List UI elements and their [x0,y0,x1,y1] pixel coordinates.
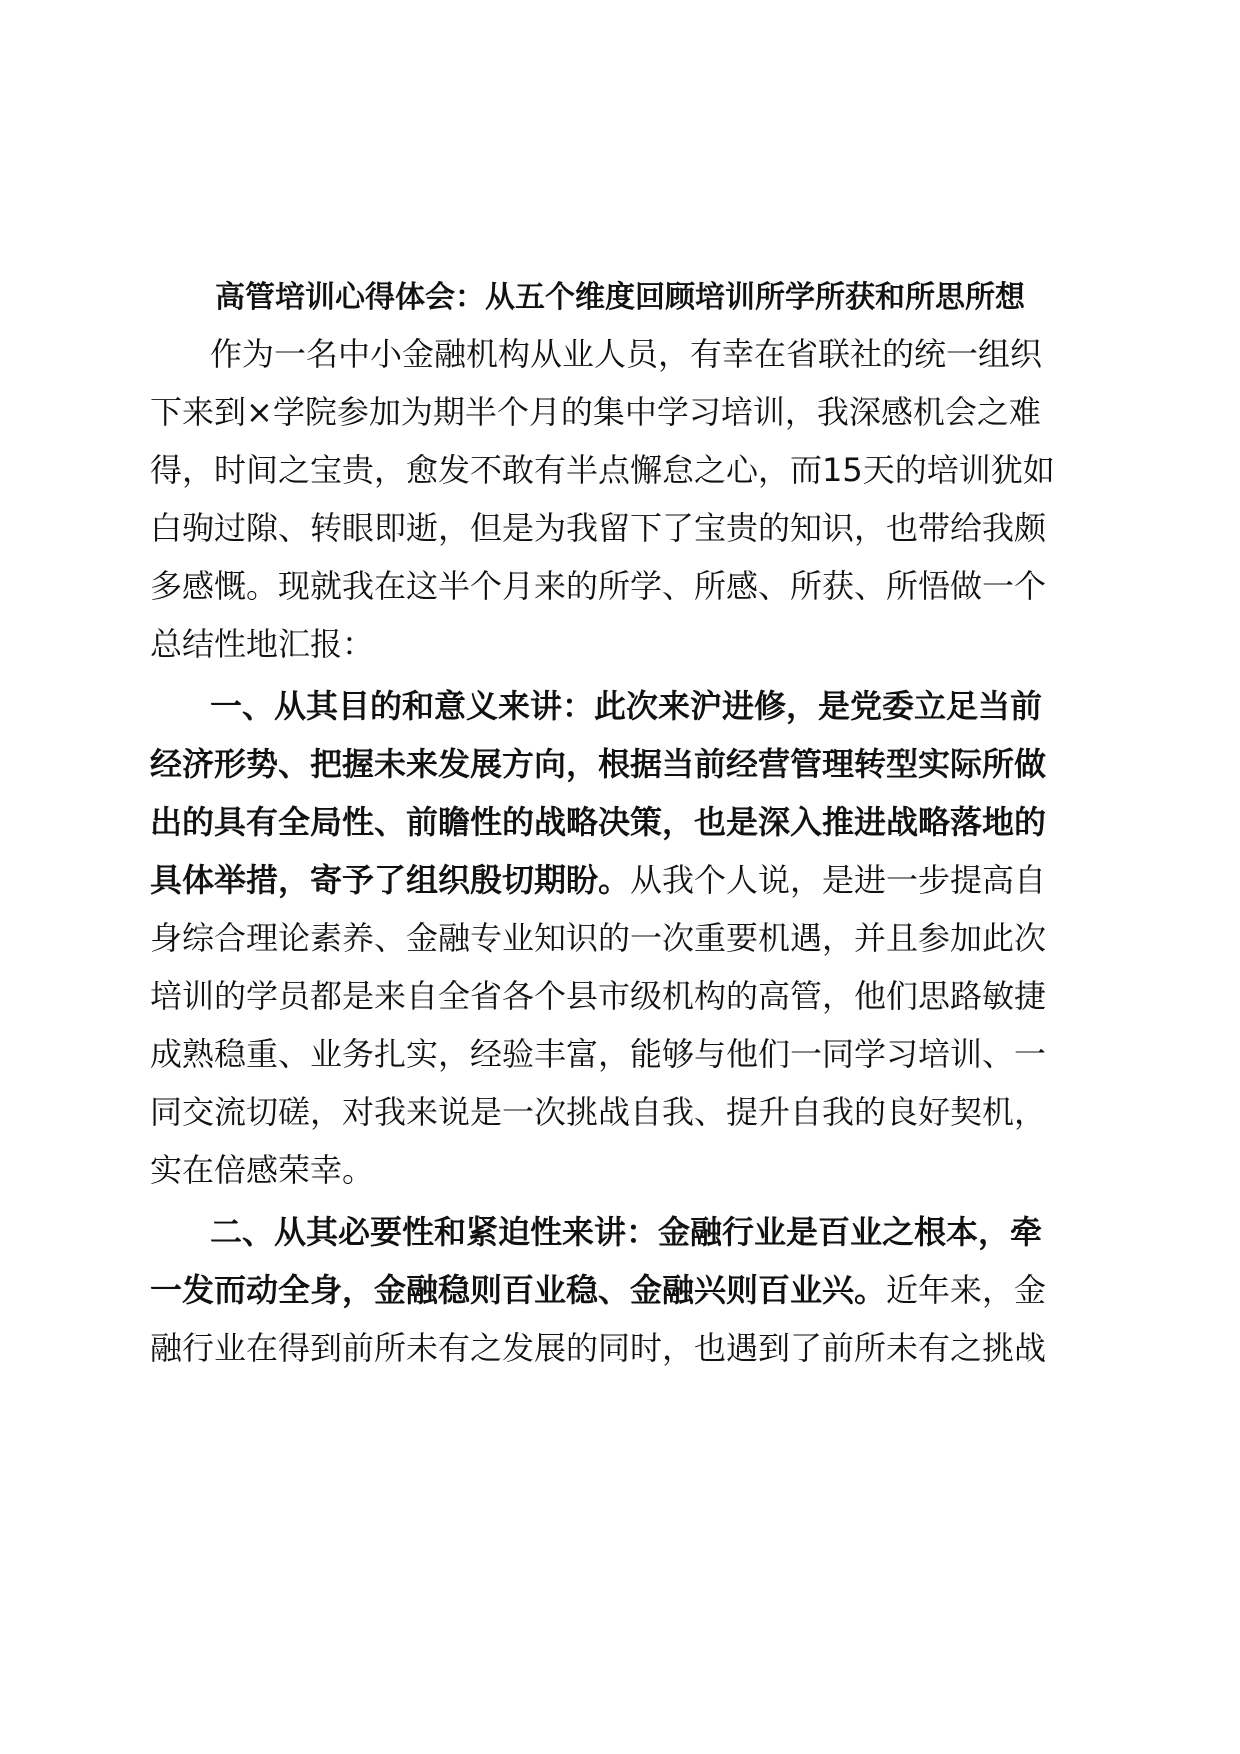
line-text: 下来到×学院参加为期半个月的集中学习培训，我深感机会之难 [150,393,1041,431]
line-text: 从我个人说，是进一步提高自 [630,861,1047,899]
line-text: 身综合理论素养、金融专业知识的一次重要机遇，并且参加此次 [150,919,1047,957]
body-line [150,906,1046,970]
body-line [150,848,1046,912]
line-text: 得，时间之宝贵，愈发不敢有半点懈怠之心，而15天的培训犹如 [150,451,1055,489]
line-text: 总结性地汇报： [150,625,375,663]
body-line [150,732,1046,796]
body-line [150,1138,374,1202]
bold-text: 出的具有全局性、前瞻性的战略决策，也是深入推进战略落地的 [150,803,1047,841]
body-line [150,1022,1046,1086]
bold-text: 一发而动全身，金融稳则百业稳、金融兴则百业兴。 [150,1271,887,1309]
body-line [210,1200,1042,1264]
body-line [210,674,1042,738]
body-line [150,790,1046,854]
body-line [150,554,1046,618]
line-text: 实在倍感荣幸。 [150,1151,375,1189]
body-line [150,380,1041,444]
bold-text: 二、从其必要性和紧迫性来讲：金融行业是百业之根本，牵 [210,1213,1043,1251]
body-line [150,496,1046,560]
line-text: 融行业在得到前所未有之发展的同时，也遇到了前所未有之挑战 [150,1329,1047,1367]
body-line [150,438,1055,502]
document-title: 高管培训心得体会：从五个维度回顾培训所学所获和所思所想 [215,280,1025,315]
line-text: 作为一名中小金融机构从业人员，有幸在省联社的统一组织 [210,335,1043,373]
body-line [210,322,1042,386]
body-line [150,1316,1046,1380]
body-line [150,964,1046,1028]
bold-text: 具体举措，寄予了组织殷切期盼。 [150,861,631,899]
line-text: 成熟稳重、业务扎实，经验丰富，能够与他们一同学习培训、一 [150,1035,1047,1073]
body-line [150,1258,1046,1322]
line-text: 培训的学员都是来自全省各个县市级机构的高管，他们思路敏捷 [150,977,1047,1015]
line-text: 多感慨。现就我在这半个月来的所学、所感、所获、所悟做一个 [150,567,1047,605]
line-text: 白驹过隙、转眼即逝，但是为我留下了宝贵的知识，也带给我颇 [150,509,1047,547]
body-line [150,612,374,676]
line-text: 近年来，金 [886,1271,1047,1309]
bold-text: 一、从其目的和意义来讲：此次来沪进修，是党委立足当前 [210,687,1043,725]
line-text: 同交流切磋，对我来说是一次挑战自我、提升自我的良好契机， [150,1093,1047,1131]
bold-text: 经济形势、把握未来发展方向，根据当前经营管理转型实际所做 [150,745,1047,783]
body-line [150,1080,1046,1144]
